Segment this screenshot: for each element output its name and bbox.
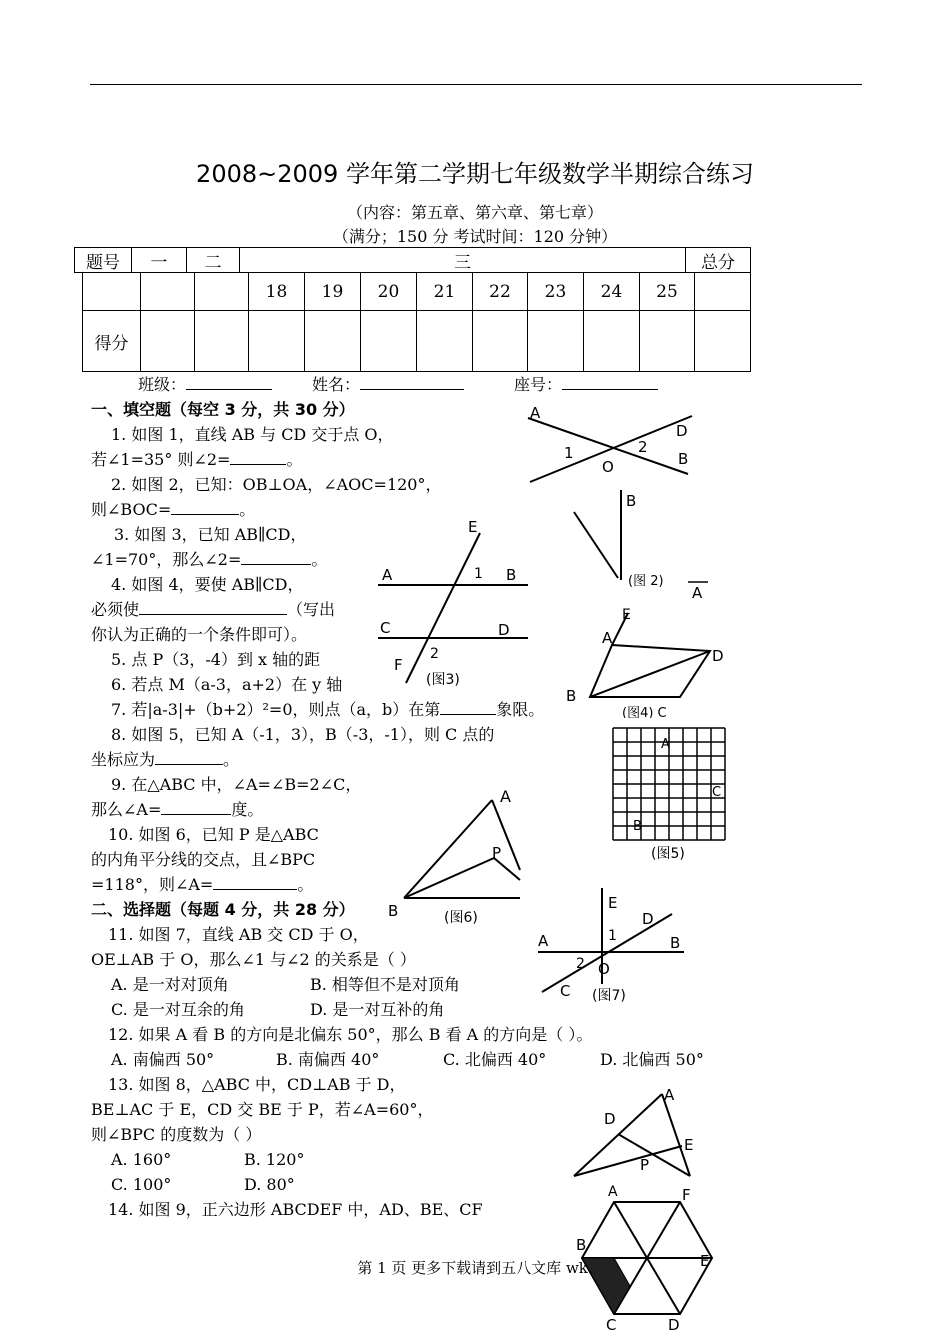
- score-label: 得分: [82, 310, 141, 372]
- empty-cell: [140, 272, 195, 311]
- th-yi: 一: [131, 247, 187, 273]
- fig1-label-d: D: [676, 422, 688, 440]
- figure-5: [605, 722, 745, 867]
- q3-line2: ∠1=70°，那么∠2= 。: [91, 550, 328, 569]
- fig5-label-a: A: [661, 737, 670, 752]
- q9-line1: 9. 在△ABC 中，∠A=∠B=2∠C，: [111, 775, 362, 794]
- fig3-angle-2: 2: [430, 646, 439, 662]
- section-1-heading: 一、填空题（每空 3 分，共 30 分）: [91, 400, 355, 419]
- score-cell[interactable]: [639, 310, 695, 372]
- header-rule: [90, 84, 862, 85]
- q12-option-d: D. 北偏西 50°: [600, 1050, 704, 1069]
- fig7-label-a: A: [538, 932, 549, 950]
- q-num: 23: [527, 272, 584, 311]
- fig6-label-a: A: [500, 787, 511, 806]
- seat-field[interactable]: [514, 374, 658, 396]
- score-cell[interactable]: [304, 310, 361, 372]
- q14-line: 14. 如图 9，正六边形 ABCDEF 中，AD、BE、CF: [108, 1200, 483, 1219]
- q11-option-c: C. 是一对互余的角: [111, 1000, 245, 1019]
- seat-label: 座号：: [514, 375, 563, 394]
- fig7-label-e: E: [608, 894, 618, 912]
- th-er: 二: [186, 247, 240, 273]
- q-num: 20: [360, 272, 417, 311]
- fig6-label-b: B: [388, 902, 399, 920]
- q-num: 19: [304, 272, 361, 311]
- fig9-label-d: D: [668, 1316, 680, 1334]
- q13-option-a: A. 160°: [111, 1150, 172, 1169]
- fig3-label-b: B: [506, 566, 517, 584]
- name-field[interactable]: [312, 374, 464, 396]
- q-num: 25: [639, 272, 695, 311]
- q10-line1: 10. 如图 6，已知 P 是△ABC: [108, 825, 319, 844]
- q4-line2: 必须使 （写出: [91, 600, 336, 619]
- q1-line2: 若∠1=35° 则∠2= 。: [91, 450, 303, 469]
- q12-option-c: C. 北偏西 40°: [443, 1050, 547, 1069]
- subtitle-content: （内容：第五章、第六章、第七章）: [346, 203, 603, 222]
- fig4-label-a: A: [602, 629, 613, 647]
- q11-option-d: D. 是一对互补的角: [310, 1000, 445, 1019]
- q2-line1: 2. 如图 2，已知：OB⊥OA，∠AOC=120°，: [111, 475, 442, 494]
- fig9-label-f: F: [682, 1186, 691, 1204]
- fig3-label-f: F: [394, 656, 403, 674]
- fig2-caption: (图 2): [628, 574, 664, 589]
- q5-line: 5. 点 P（3，-4）到 x 轴的距: [111, 650, 321, 669]
- q11-option-b: B. 相等但不是对顶角: [310, 975, 460, 994]
- fig3-angle-1: 1: [474, 566, 483, 582]
- score-cell[interactable]: [583, 310, 640, 372]
- fig9-label-c: C: [606, 1316, 617, 1334]
- fig7-label-c: C: [560, 982, 571, 1000]
- page-footer: 第 1 页 更多下载请到五八文库 wk.: [357, 1259, 593, 1277]
- fig3-label-c: C: [380, 619, 391, 637]
- q13-option-b: B. 120°: [244, 1150, 305, 1169]
- fig9-label-b: B: [576, 1236, 587, 1254]
- figure-1: [520, 398, 700, 493]
- fig8-label-p: P: [640, 1156, 650, 1174]
- q-num: 22: [472, 272, 528, 311]
- fig5-label-b: B: [633, 819, 642, 834]
- fig5-label-c: C: [712, 785, 722, 800]
- th-total: 总分: [685, 247, 751, 273]
- section-2-heading: 二、选择题（每题 4 分，共 28 分）: [91, 900, 355, 919]
- fig4-label-b: B: [566, 687, 577, 705]
- page-title: 2008~2009 学年第二学期七年级数学半期综合练习: [196, 160, 754, 188]
- fig1-label-a: A: [530, 404, 541, 422]
- q12-line: 12. 如果 A 看 B 的方向是北偏东 50°，那么 B 看 A 的方向是（ ）。: [108, 1025, 593, 1044]
- fig3-label-a: A: [382, 566, 393, 584]
- fig9-label-a: A: [608, 1184, 618, 1200]
- fig7-label-b: B: [670, 934, 681, 952]
- q-num: 18: [248, 272, 305, 311]
- th-tihao: 题号: [74, 247, 132, 273]
- q-num: 21: [416, 272, 473, 311]
- score-cell[interactable]: [416, 310, 473, 372]
- fig3-label-e: E: [468, 518, 478, 536]
- fig3-label-d: D: [498, 621, 510, 639]
- figure-3: [368, 518, 538, 693]
- fig1-angle-2: 2: [638, 438, 648, 456]
- fig7-angle-2: 2: [576, 956, 585, 972]
- fig2-label-a: A: [692, 584, 703, 602]
- figure-4: [560, 603, 750, 718]
- fig8-label-d: D: [604, 1110, 616, 1128]
- subtitle-score: （满分；150 分 考试时间：120 分钟）: [332, 227, 618, 246]
- q4-line1: 4. 如图 4，要使 AB∥CD，: [111, 575, 304, 594]
- q6-line: 6. 若点 M（a-3，a+2）在 y 轴: [111, 675, 343, 694]
- fig4-label-d: D: [712, 647, 724, 665]
- fig7-angle-1: 1: [608, 928, 617, 944]
- class-field[interactable]: [138, 374, 272, 396]
- q4-line3: 你认为正确的一个条件即可）。: [91, 625, 308, 644]
- q11-line2: OE⊥AB 于 O，那么∠1 与∠2 的关系是（ ）: [91, 950, 416, 969]
- class-label: 班级：: [138, 375, 187, 394]
- fig4-caption: (图4) C: [622, 706, 667, 718]
- q12-option-a: A. 南偏西 50°: [111, 1050, 215, 1069]
- fig6-label-p: P: [492, 844, 502, 862]
- score-cell[interactable]: [472, 310, 528, 372]
- q13-line1: 13. 如图 8，△ABC 中，CD⊥AB 于 D，: [108, 1075, 406, 1094]
- q12-option-b: B. 南偏西 40°: [276, 1050, 380, 1069]
- fig3-caption: (图3): [426, 672, 460, 688]
- fig9-label-e: E: [700, 1252, 710, 1270]
- name-label: 姓名：: [312, 375, 361, 394]
- fig8-label-a: A: [664, 1086, 675, 1104]
- fig6-caption: (图6): [444, 910, 478, 925]
- empty-cell: [194, 272, 249, 311]
- fig4-label-e: E: [622, 607, 631, 623]
- q10-line2: 的内角平分线的交点，且∠BPC: [91, 850, 316, 869]
- q9-line2: 那么∠A= 度。: [91, 800, 264, 819]
- figure-8: [570, 1084, 710, 1184]
- figure-7: [532, 884, 692, 1014]
- score-cell[interactable]: [194, 310, 249, 372]
- q11-option-a: A. 是一对对顶角: [111, 975, 229, 994]
- q2-line2: 则∠BOC= 。: [91, 500, 256, 519]
- fig7-label-d: D: [642, 910, 654, 928]
- q10-line3: =118°，则∠A= 。: [91, 875, 314, 894]
- fig5-caption: (图5): [651, 846, 685, 862]
- score-cell[interactable]: [527, 310, 584, 372]
- q11-line1: 11. 如图 7，直线 AB 交 CD 于 O，: [108, 925, 369, 944]
- fig8-label-e: E: [684, 1136, 694, 1154]
- th-san: 三: [239, 247, 686, 273]
- figure-2: [560, 490, 720, 605]
- q13-line2: BE⊥AC 于 E，CD 交 BE 于 P，若∠A=60°，: [91, 1100, 434, 1119]
- q-num: 24: [583, 272, 640, 311]
- q13-option-d: D. 80°: [244, 1175, 295, 1194]
- figure-6: [384, 780, 534, 925]
- fig7-label-o: O: [598, 960, 610, 978]
- score-cell[interactable]: [360, 310, 417, 372]
- q13-line3: 则∠BPC 的度数为（ ）: [91, 1125, 262, 1144]
- score-cell[interactable]: [248, 310, 305, 372]
- score-cell[interactable]: [140, 310, 195, 372]
- q8-line2: 坐标应为 。: [91, 750, 240, 769]
- empty-cell: [694, 272, 751, 311]
- q1-line1: 1. 如图 1，直线 AB 与 CD 交于点 O，: [111, 425, 394, 444]
- fig1-label-o: O: [602, 458, 614, 476]
- fig1-angle-1: 1: [564, 444, 574, 462]
- score-cell[interactable]: [694, 310, 751, 372]
- fig2-label-b: B: [626, 492, 637, 510]
- q8-line1: 8. 如图 5，已知 A（-1，3），B（-3，-1），则 C 点的: [111, 725, 495, 744]
- q7-line: 7. 若|a-3|+（b+2）²=0，则点（a，b）在第 象限。: [111, 700, 545, 719]
- empty-cell: [82, 272, 141, 311]
- fig7-caption: (图7): [592, 988, 626, 1004]
- fig1-label-b: B: [678, 450, 689, 468]
- q3-line1: 3. 如图 3，已知 AB∥CD，: [114, 525, 307, 544]
- q13-option-c: C. 100°: [111, 1175, 172, 1194]
